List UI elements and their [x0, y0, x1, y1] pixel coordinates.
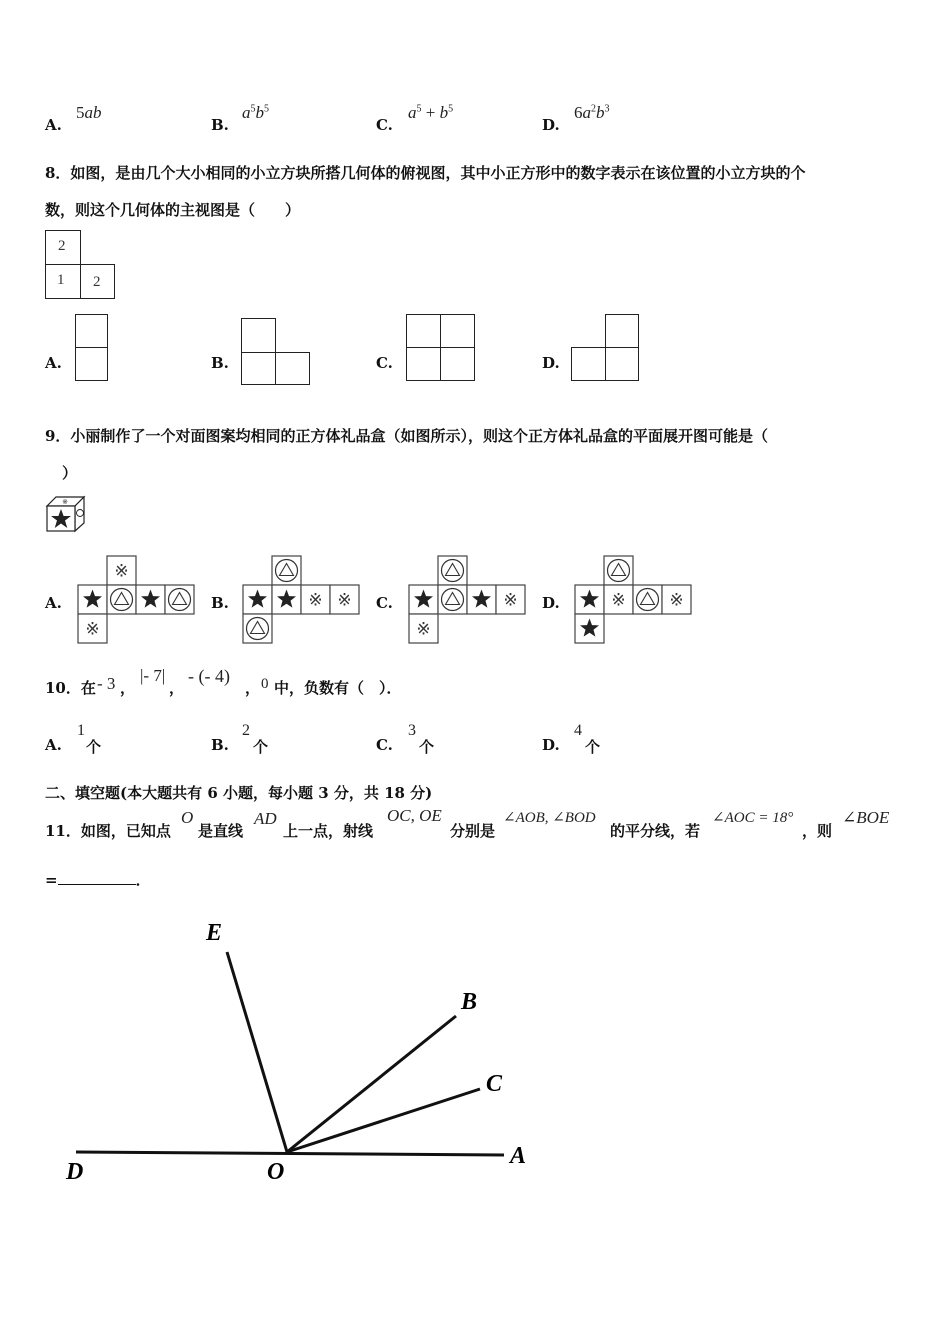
q9-cube-figure	[45, 493, 87, 533]
q7-option-a-expr: 5ab	[76, 103, 102, 122]
q10-item-1: - 3	[97, 674, 116, 693]
q11-angle-figure	[0, 900, 560, 1200]
q8-option-d-label: D.	[542, 354, 560, 372]
q7-option-c-label: C.	[376, 116, 393, 134]
reference-mark-icon: ※	[85, 619, 100, 640]
q9-stem-line1: 9．小丽制作了一个对面图案均相同的正方体礼品盒（如图所示），则这个正方体礼品盒的平面展开图可能是（	[45, 427, 768, 445]
net-face	[165, 585, 194, 614]
q7-option-b-expr: $a^5b^5$	[242, 103, 269, 122]
point-label-o: O	[267, 1159, 285, 1185]
point-label-b: B	[461, 989, 478, 1015]
q11-stem: 11．如图，已知点 O 是直线 AD 上一点，射线 OC, OE 分别是 ∠AOB, ∠BOD 的平分线，若 ∠AOC = 18° ，则 ∠BOE	[45, 806, 890, 840]
q9-option-a-net	[77, 555, 195, 643]
net-face	[243, 614, 272, 643]
q9-option-a-label: A.	[45, 594, 62, 612]
net-face	[438, 556, 467, 585]
q7-option-a-label: A.	[45, 116, 62, 134]
q7-option-c-expr: $a^5 + b^5$	[408, 103, 454, 122]
q7-option-b-label: B.	[211, 116, 229, 134]
answer-blank[interactable]	[58, 870, 136, 885]
ray-oe	[227, 952, 287, 1152]
reference-mark-icon: ※	[337, 590, 352, 611]
section-2-title: 二、填空题(本大题共有 6 小题，每小题 3 分，共 18 分)	[45, 784, 433, 802]
q7-option-d-expr: $6a^2b^3$	[574, 103, 610, 122]
q9-stem-line2: ）	[62, 464, 78, 482]
q8-option-c-label: C.	[376, 354, 393, 372]
reference-mark-icon: ※	[669, 590, 684, 611]
q10-item-2: |- 7|	[140, 666, 166, 685]
point-label-a: A	[510, 1143, 527, 1169]
point-label-d: D	[66, 1159, 84, 1185]
point-label-e: E	[206, 920, 223, 946]
reference-mark-icon: ※	[503, 590, 518, 611]
q10-suffix: 中，负数有（ ）．	[274, 679, 402, 697]
q11-answer-line: = ．	[45, 871, 151, 889]
net-face	[438, 585, 467, 614]
reference-mark-icon: ※	[611, 590, 626, 611]
reference-mark-icon: ※	[308, 590, 323, 611]
ray-ob	[287, 1016, 456, 1152]
ray-oc	[287, 1089, 480, 1152]
q9-option-b-label: B.	[211, 594, 229, 612]
q10-prefix: 10．在	[45, 679, 96, 697]
q9-option-c-label: C.	[376, 594, 393, 612]
net-face	[633, 585, 662, 614]
q9-option-d-net	[574, 555, 692, 643]
point-label-c: C	[486, 1071, 503, 1097]
grid-number: 1	[57, 272, 65, 288]
q10-item-3: - (- 4)	[188, 666, 230, 686]
q8-option-a-label: A.	[45, 354, 62, 372]
grid-number: 2	[58, 238, 66, 254]
svg-text:※: ※	[62, 498, 68, 506]
net-face	[107, 585, 136, 614]
grid-number: 2	[93, 274, 101, 290]
reference-mark-icon: ※	[416, 619, 431, 640]
q9-option-b-net	[242, 555, 360, 643]
q9-option-d-label: D.	[542, 594, 560, 612]
q8-option-b-label: B.	[211, 354, 229, 372]
q8-stem-line2: 数，则这个几何体的主视图是（ ）	[45, 201, 301, 219]
reference-mark-icon: ※	[114, 561, 129, 582]
net-face	[272, 556, 301, 585]
q10-item-4: 0	[261, 676, 269, 692]
q9-option-c-net	[408, 555, 526, 643]
q8-stem-line1: 8．如图，是由几个大小相同的小立方块所搭几何体的俯视图，其中小正方形中的数字表示在该位置的小立方块的个	[45, 164, 806, 182]
net-face	[604, 556, 633, 585]
q7-option-d-label: D.	[542, 116, 560, 134]
